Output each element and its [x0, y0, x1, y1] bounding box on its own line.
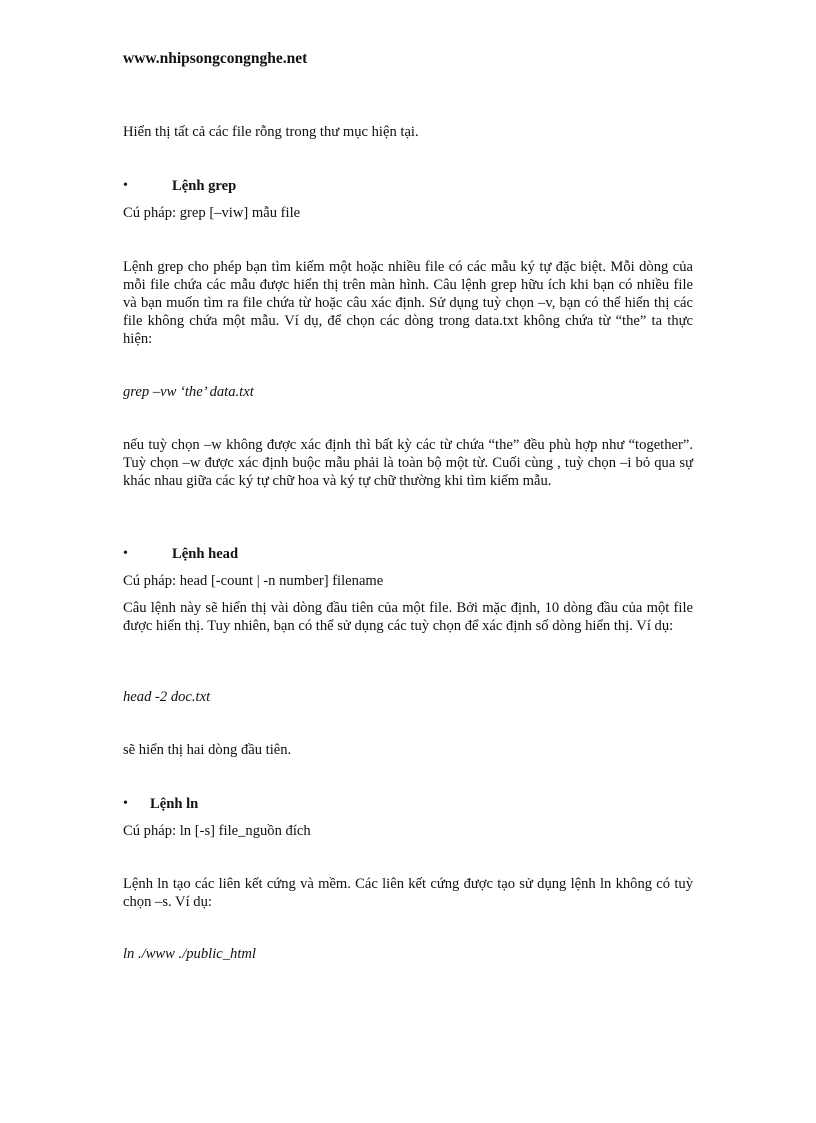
bullet-icon: •	[123, 178, 128, 193]
intro-text: Hiển thị tất cả các file rỗng trong thư mục hiện tại.	[123, 124, 419, 140]
grep-syntax: Cú pháp: grep [–viw] mẫu file	[123, 205, 301, 221]
grep-example: grep –vw ‘the’ data.txt	[123, 384, 254, 400]
ln-description: Lệnh ln tạo các liên kết cứng và mềm. Các liên kết cứng được tạo sử dụng lệnh ln không có tuỳ chọn –s. Ví dụ:	[123, 876, 693, 910]
head-heading: Lệnh head	[172, 546, 239, 562]
head-example: head -2 doc.txt	[123, 689, 211, 705]
grep-heading: Lệnh grep	[172, 178, 237, 194]
grep-notes: nếu tuỳ chọn –w không được xác định thì bất kỳ các từ chứa “the” đều phù hợp như “together”. Tuỳ chọn –w được xác định buộc mẫu phải là toàn bộ một từ. Cuối cùng , tuỳ chọn –i bỏ qua sự khác nhau giữa các ký tự chữ hoa và ký tự chữ thường khi tìm kiếm mẫu.	[123, 437, 693, 489]
head-description: Câu lệnh này sẽ hiển thị vài dòng đầu tiên của một file. Bởi mặc định, 10 dòng đầu của một file được hiển thị. Tuy nhiên, bạn có thể sử dụng các tuỳ chọn để xác định số dòng hiển thị. Ví dụ:	[123, 600, 693, 634]
head-syntax: Cú pháp: head [-count | -n number] filename	[123, 573, 384, 589]
site-header: www.nhipsongcongnghe.net	[123, 50, 308, 67]
ln-syntax: Cú pháp: ln [-s] file_nguồn đích	[123, 823, 311, 839]
ln-heading: Lệnh ln	[150, 796, 199, 812]
ln-example: ln ./www ./public_html	[123, 946, 256, 962]
grep-description: Lệnh grep cho phép bạn tìm kiếm một hoặc nhiều file có các mẫu ký tự đặc biệt. Mỗi dòng của mỗi file chứa các mẫu được hiển thị trên màn hình. Câu lệnh grep hữu ích khi bạn có nhiều file và bạn muốn tìm ra file chứa từ hoặc câu xác định. Sử dụng tuỳ chọn –v, bạn có thể hiển thị các file không chứa một mẫu. Ví dụ, để chọn các dòng trong data.txt không chứa từ “the” ta thực hiện:	[123, 259, 693, 347]
bullet-icon: •	[123, 796, 128, 811]
head-result: sẽ hiển thị hai dòng đầu tiên.	[123, 742, 292, 758]
bullet-icon: •	[123, 546, 128, 561]
